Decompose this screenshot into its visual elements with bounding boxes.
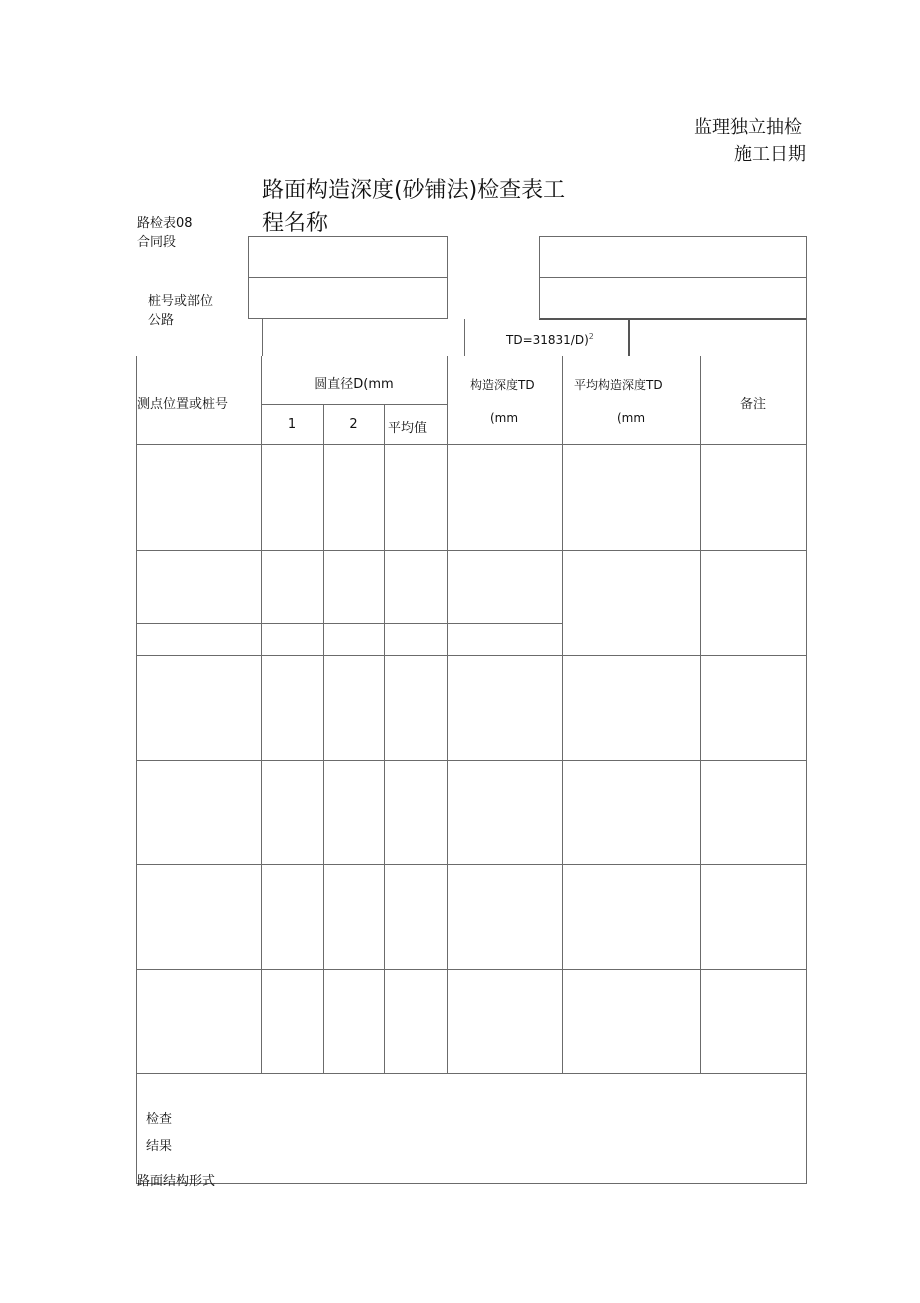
header-depth: 构造深度TD	[470, 378, 535, 392]
header-diameter-2: 2	[349, 417, 358, 432]
station-part-label: 桩号或部位	[148, 294, 214, 309]
info-box-line	[248, 236, 249, 319]
header-diameter: 圆直径D(mm	[314, 377, 394, 392]
contract-section-label: 合同段	[137, 235, 177, 250]
info-box-line	[248, 318, 448, 319]
header-depth-unit: (mm	[490, 411, 519, 425]
pavement-structure-label: 路面结构形式	[137, 1174, 216, 1189]
formula-box-line	[628, 319, 630, 356]
info-box-line	[539, 236, 540, 319]
info-box-line	[539, 236, 807, 237]
supervision-label: 监理独立抽检	[694, 117, 802, 138]
page-title: 路面构造深度(砂铺法)检查表工	[262, 178, 566, 203]
info-box-line	[248, 236, 448, 237]
table-header-divider	[261, 404, 447, 405]
header-avg-depth-unit: (mm	[617, 411, 646, 425]
page-title-line2: 程名称	[262, 211, 329, 236]
form-number-label: 路检表08	[137, 216, 193, 231]
table-row-line	[136, 864, 807, 865]
table-col-line	[323, 404, 324, 1074]
construction-date-label: 施工日期	[734, 144, 806, 165]
table-row-line	[136, 760, 807, 761]
table-border-left	[136, 356, 137, 1184]
table-row-line	[136, 623, 562, 624]
info-box-line	[806, 236, 807, 356]
formula-exponent: 2	[588, 332, 594, 341]
formula-box-line	[464, 319, 465, 356]
table-row-line	[136, 655, 807, 656]
header-diameter-1: 1	[287, 417, 297, 432]
header-diameter-avg: 平均值	[387, 421, 427, 436]
info-box-line	[539, 277, 807, 278]
result-label: 结果	[146, 1139, 173, 1154]
info-box-line	[539, 318, 807, 320]
formula-text	[506, 332, 594, 347]
table-col-line	[562, 356, 563, 1074]
table-col-line	[700, 356, 701, 1074]
formula-main: TD=31831/D)	[506, 333, 589, 347]
header-location: 测点位置或桩号	[137, 397, 229, 412]
table-row-line	[136, 550, 807, 551]
table-col-line	[384, 404, 385, 1074]
table-col-line	[447, 356, 448, 1074]
table-row-line	[136, 444, 807, 445]
header-remark: 备注	[739, 397, 766, 412]
info-box-line	[248, 277, 448, 278]
table-border-bottom	[136, 1183, 807, 1184]
info-box-line	[447, 236, 448, 319]
check-label: 检查	[146, 1112, 173, 1127]
table-row-line	[136, 1073, 807, 1074]
header-avg-depth: 平均构造深度TD	[574, 378, 663, 392]
table-col-line	[261, 356, 262, 1074]
table-border-right	[806, 356, 807, 1184]
highway-label: 公路	[148, 313, 175, 328]
formula-box-line	[262, 319, 263, 356]
table-row-line	[136, 969, 807, 970]
